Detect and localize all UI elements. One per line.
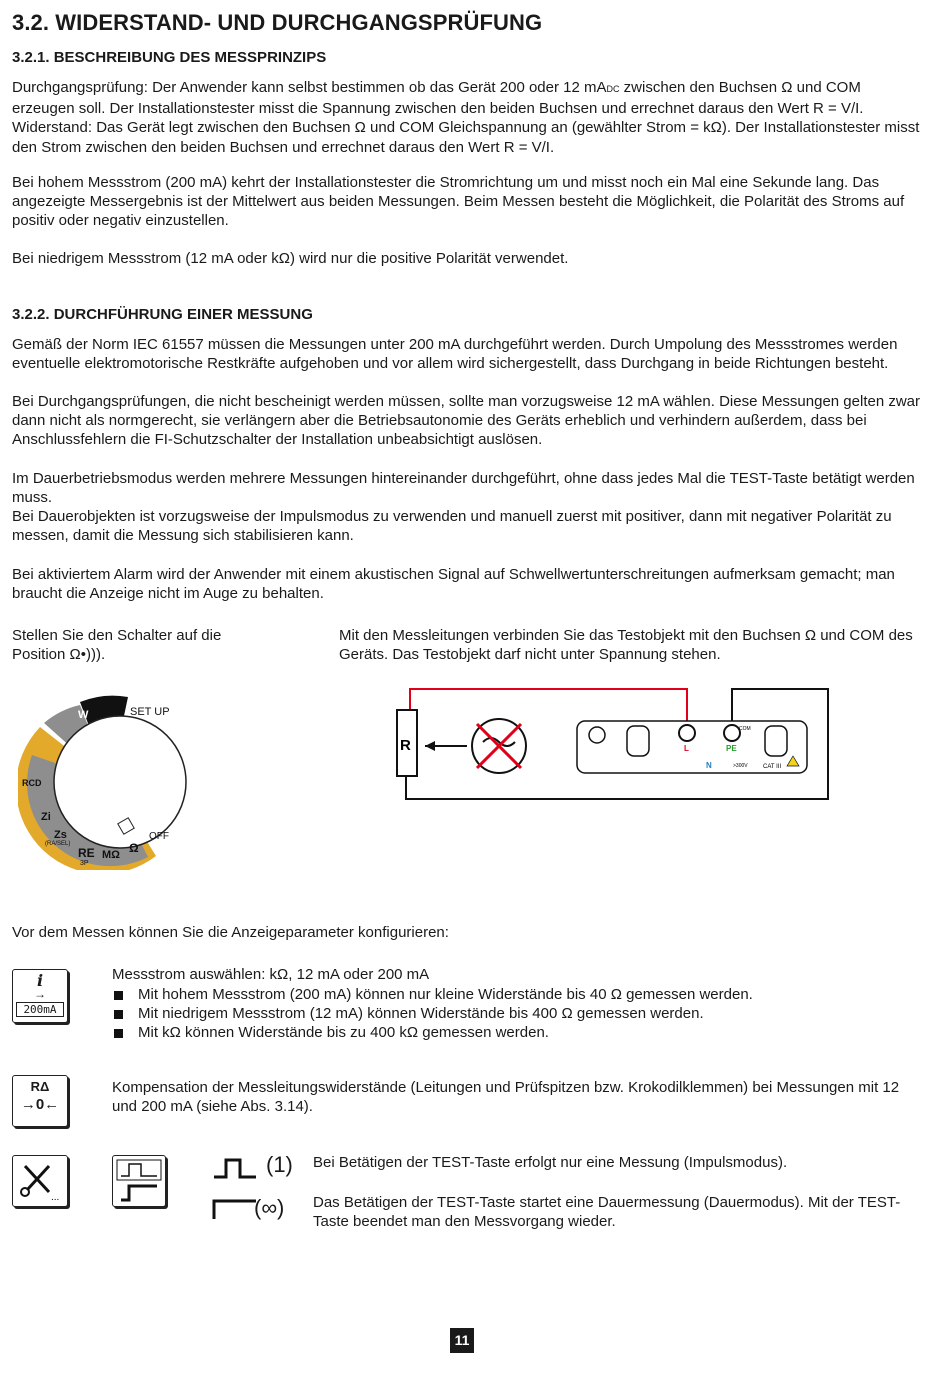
label-com: COM (739, 726, 751, 732)
dial-label-mohm: MΩ (102, 849, 120, 861)
dial-label-3p: 3P (80, 860, 89, 867)
dial-label-ohm: Ω (129, 841, 139, 855)
compensation-icon-top: RΔ (30, 1079, 50, 1094)
procedure-paragraph-4: Bei Dauerobjekten ist vorzugsweise der Impulsmodus zu verwenden und manuell zuerst mit positiver, dann mit negativer Polarität zu messen, damit die Messung sich stabilisieren kann. (12, 508, 892, 545)
compensation-text: Kompensation der Messleitungswiderstände (Leitungen und Prüfspitzen bzw. Krokodilklemmen) bei Messungen mit 12 und 200 mA (siehe Abs. 3.14). (112, 1079, 900, 1116)
dial-label-w: W (78, 709, 89, 721)
page-heading: 3.2. WIDERSTAND- UND DURCHGANGSPRÜFUNG (12, 10, 543, 35)
procedure-paragraph-1: Gemäß der Norm IEC 61557 müssen die Messungen unter 200 mA durchgeführt werden. Durch Umpolung des Messstromes werden eventuelle elektromotorische Restkräfte aufgehoben und vor allem wird sichergestellt, dass Durchgang in beide Richtungen besteht. (12, 336, 898, 373)
dial-label-setup: SET UP (130, 706, 170, 718)
config-intro: Vor dem Messen können Sie die Anzeigeparameter konfigurieren: (12, 924, 449, 941)
arrow-right-icon: → (34, 987, 46, 1001)
continuous-mode-label: (∞) (254, 1195, 285, 1220)
current-select-icon[interactable] (12, 969, 68, 1023)
section-title-procedure: 3.2.2. DURCHFÜHRUNG EINER MESSUNG (12, 306, 313, 323)
info-icon: i (36, 971, 44, 990)
dial-label-off: OFF (149, 831, 169, 842)
terminal-pe: PE (726, 744, 737, 753)
pulse-mode-text: Bei Betätigen der TEST-Taste erfolgt nur eine Messung (Impulsmodus). (313, 1154, 788, 1171)
mode-wave-icon (113, 1156, 165, 1206)
procedure-paragraph-5: Bei aktiviertem Alarm wird der Anwender mit einem akustischen Signal auf Schwellwertunterschreitungen aufmerksam gemacht; man braucht die Anzeige nicht im Auge zu behalten. (12, 566, 895, 603)
tools-icon (13, 1156, 67, 1206)
jack-pe (724, 725, 740, 741)
settings-tools-icon[interactable] (12, 1155, 68, 1207)
continuous-waveform-icon (212, 1197, 258, 1221)
principle-paragraph-1 (12, 78, 922, 157)
dial-label-zs: Zs (54, 829, 67, 841)
terminal-n: N (706, 761, 712, 770)
connection-diagram (395, 684, 835, 802)
p1-sub-dc: DC (606, 84, 620, 94)
p1-text-c: Widerstand: Das Gerät legt zwischen den Buchsen Ω und COM Gleichspannung an (gewählter Strom = kΩ). Der Installationstester misst den Strom zwischen den beiden Buchsen und errechnet daraus den Wert R = V/I. (12, 119, 920, 156)
label-cat-iii: CAT III (763, 764, 782, 770)
switch-instruction: Stellen Sie den Schalter auf die Position Ω•))). (12, 627, 222, 664)
rotary-switch-diagram (18, 685, 198, 870)
current-select-heading: Messstrom auswählen: kΩ, 12 mA oder 200 mA (112, 966, 430, 983)
current-icon-label: 200mA (16, 1002, 64, 1017)
current-select-list (112, 985, 912, 1043)
mode-select-icon[interactable] (112, 1155, 166, 1207)
list-item: Mit kΩ können Widerstände bis zu 400 kΩ gemessen werden. (112, 1023, 912, 1042)
label-300v: >300V (733, 763, 748, 769)
list-item: Mit hohem Messstrom (200 mA) können nur kleine Widerstände bis 40 Ω gemessen werden. (112, 985, 912, 1004)
principle-paragraph-3: Bei niedrigem Messstrom (12 mA oder kΩ) wird nur die positive Polarität verwendet. (12, 250, 569, 267)
p1-text-b: zwischen den Buchsen Ω und COM erzeugen soll. Der Installationstester misst die Spannung zwischen den beiden Buchsen und errechnet daraus den Wert R = V/I. (12, 79, 864, 118)
dial-label-rcd: RCD (22, 778, 42, 788)
continuous-mode-text: Das Betätigen der TEST-Taste startet eine Dauermessung (Dauermodus). Mit der TEST-Taste beendet man den Messvorgang wieder. (313, 1194, 901, 1231)
dial-label-rasel: (RA/SEL) (45, 841, 71, 847)
principle-paragraph-2: Bei hohem Messstrom (200 mA) kehrt der Installationstester die Stromrichtung um und misst noch ein Mal eine Sekunde lang. Das angezeigte Messergebnis ist der Mittelwert aus beiden Messungen. Beim Messen besteht die Möglichkeit, die Polarität des Stroms auf positiv oder negativ einzustellen. (12, 174, 905, 230)
pulse-waveform-icon (212, 1156, 258, 1180)
svg-text:...: ... (51, 1192, 60, 1203)
connect-instruction: Mit den Messleitungen verbinden Sie das Testobjekt mit den Buchsen Ω und COM des Geräts. Das Testobjekt darf nicht unter Spannung stehen. (339, 627, 913, 664)
jack-l (679, 725, 695, 741)
resistor-label: R (400, 737, 411, 754)
procedure-paragraph-3: Im Dauerbetriebsmodus werden mehrere Messungen hintereinander durchgeführt, ohne dass jedes Mal die TEST-Taste betätigt werden muss. (12, 470, 915, 507)
arrow-head (425, 741, 435, 751)
list-item: Mit niedrigem Messstrom (12 mA) können Widerstände bis 400 Ω gemessen werden. (112, 1004, 912, 1023)
terminal-l: L (684, 744, 689, 753)
p1-text-a: Durchgangsprüfung: Der Anwender kann selbst bestimmen ob das Gerät 200 oder 12 mA (12, 79, 607, 96)
compensation-icon-bottom: →0← (20, 1096, 60, 1113)
pulse-mode-label: (1) (266, 1152, 293, 1177)
section-title-principle: 3.2.1. BESCHREIBUNG DES MESSPRINZIPS (12, 49, 327, 66)
procedure-paragraph-2: Bei Durchgangsprüfungen, die nicht bescheinigt werden müssen, sollte man vorzugsweise 12 mA wählen. Diese Messungen gelten zwar dann nicht als normgerecht, sie verlängern aber die Betriebsautonomie des Geräts erheblich und verhindern außerdem, dass bei Anschlussfehlern die FI-Schutzschalter der Installation unbeabsichtigt auslösen. (12, 393, 921, 449)
compensation-icon[interactable] (12, 1075, 68, 1127)
dial-label-re: RE (78, 846, 95, 860)
dial-label-zi: Zi (41, 811, 51, 823)
page-number: 11 (450, 1328, 474, 1353)
